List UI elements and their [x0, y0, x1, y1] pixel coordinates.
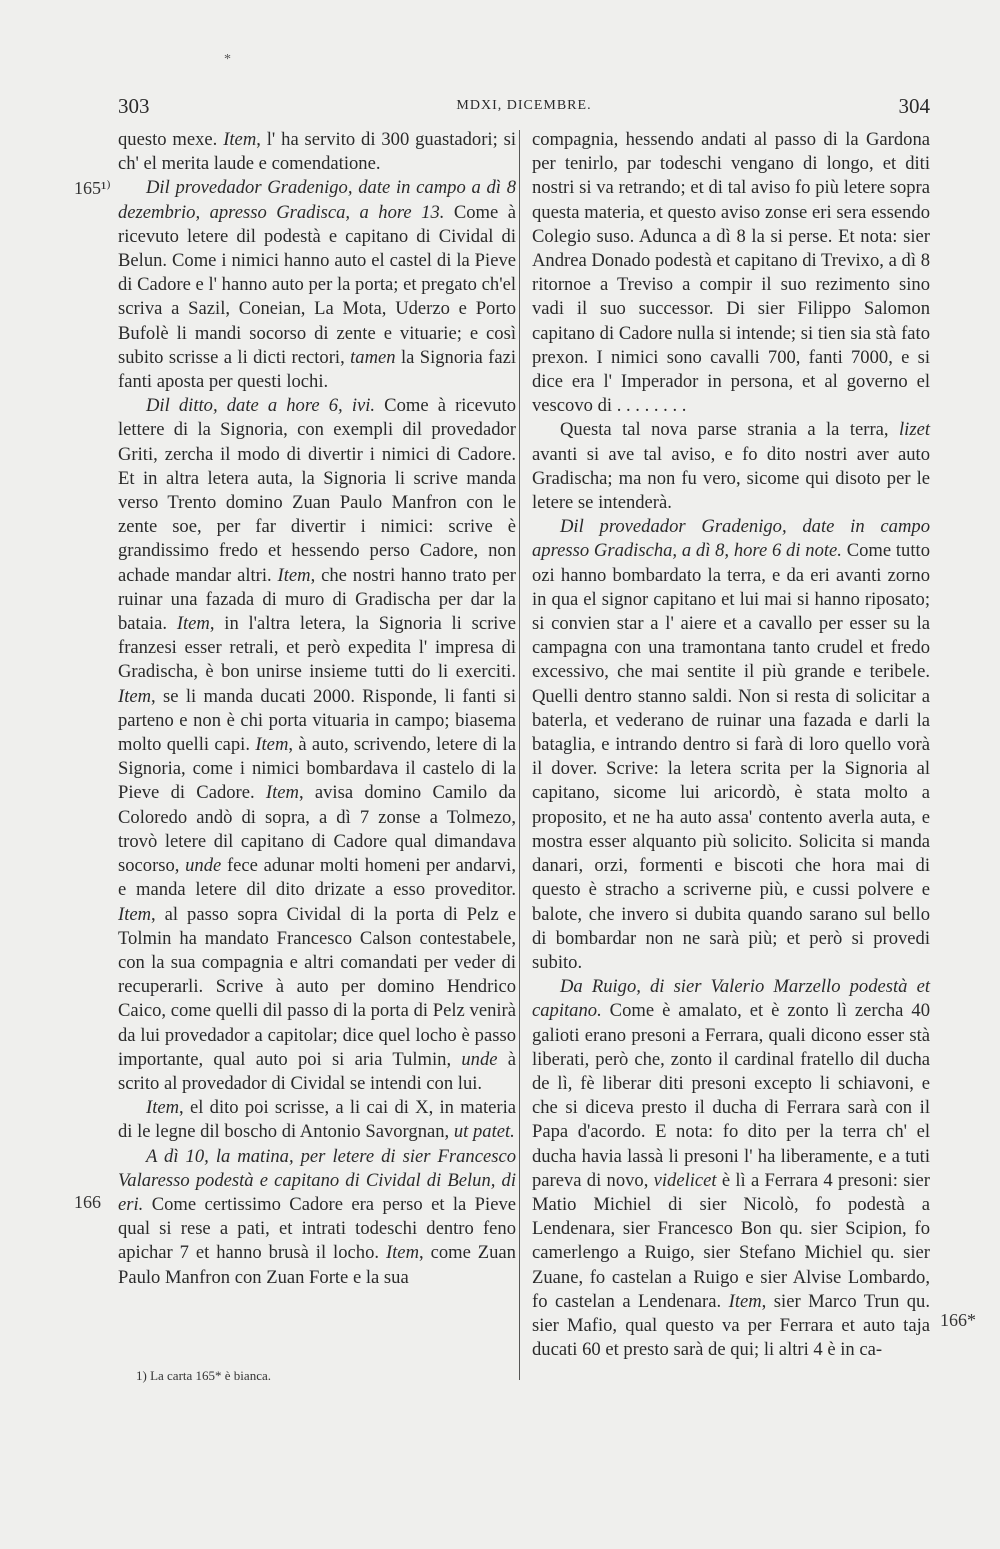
footnote: 1) La carta 165* è bianca. [136, 1368, 271, 1383]
paragraph: Item, el dito poi scrisse, a li cai di X, in materia di le legne dil boscho di Antonio Savorgnan, ut patet. [118, 1097, 516, 1143]
paragraph: compagnia, hessendo andati al passo di la Gardona per tenirlo, par todeschi vengano di longo, et diti nostri si va retrando; et di tal aviso fo più letere sopra questa materia, et questo aviso zonse eri sera essendo Colegio suso. Adunca a dì 8 la si perse. Et nota: sier Andrea Donado podestà et capitano di Trevixo, a dì 8 ritornoe a Treviso a compir il suo rezimento sino vadi il suo successor. Di sier Filippo Salomon capitano di Cadore nulla si intende; si tien sia stà fato prexon. I nimici sono cavalli 700, fanti 7000, e si dice era l' Imperador in persona, et al governo el vescovo di . . . . . . . . [532, 129, 930, 417]
margin-number-165: 165¹⁾ [74, 178, 111, 198]
paragraph: Da Ruigo, di sier Valerio Marzello podestà et capitano. Come è amalato, et è zonto lì zercha 40 galioti erano presoni a Ferrara, quali dicono esser stà liberati, però che, zonto il cardinal fratello dil ducha de lì, fè liberar diti presoni excepto li schiavoni, e che si diceva presto il ducha di Ferrara sarà con il Papa d'acordo. E nota: fo dito per la terra ch' el ducha havia lassà li presoni l' ha liberamente, e a tuti pareva di novo, videlicet è lì a Ferrara 4 presoni: sier Matio Michiel di sier Nicolò, fo podestà a Lendenara, sier Francesco Bon qu. sier Scipion, fo camerlengo a Ruigo, sier Stefano Michiel qu. sier Zuane, fo castelan a Ruigo e sier Alvise Lombardo, fo castelan a Lendenara. Item, sier Marco Trun qu. sier Mafio, qual questo va per Ferrara et auto taja ducati 60 et presto sarà de qui; li altri 4 è in ca- [532, 976, 930, 1361]
page-number-left: 303 [118, 94, 150, 118]
paragraph: questo mexe. Item, l' ha servito di 300 guastadori; si ch' el merita laude e comendatione. [118, 129, 517, 175]
page-header [118, 94, 930, 124]
paragraph: A dì 10, la matina, per letere di sier Francesco Valaresso podestà e capitano di Cividal di Belun, di eri. Come certissimo Cadore era perso et la Pieve qual si rese a pati, et intrati todeschi dentro feno apichar 7 et hanno brusà il locho. Item, come Zuan Paulo Manfron con Zuan Forte e la sua [118, 1145, 516, 1288]
asterisk-mark: * [224, 52, 231, 67]
margin-number-166-left: 166 [74, 1192, 101, 1212]
paragraph: Questa tal nova parse strania a la terra, lizet avanti si ave tal aviso, e fo dito nostri aver auto Gradischa; ma non fu vero, sicome qui disoto per le letere se intenderà. [532, 419, 930, 514]
paragraph: Dil ditto, date a hore 6, ivi. Come à ricevuto lettere di la Signoria, con exempli dil provedador Griti, zercha il modo di divertir i nimici di Cadore. Et in altra letera auta, la Signoria li scrive manda verso Trento domino Zuan Paulo Manfron con le zente soe, per far divertir i nimici: scrive è grandissimo fredo et hessendo perso Cadore, non achade mandar altri. Item, che nostri hanno trato per ruinar una fazada di muro di Gradischa per dar la bataia. Item, in l'altra letera, la Signoria li scrive franzesi esser retrali, et però expedita l' impresa di Gradischa, è bon unirse insieme tutti do li exerciti. Item, se li manda ducati 2000. Risponde, li fanti si parteno e non è chi porta vituaria in campo; biasema molto quelli capi. Item, à auto, scrivendo, letere di la Signoria, come i nimici bombardava il castelo di la Pieve di Cadore. Item, avisa domino Camilo da Coloredo andò di sopra, a dì 7 zonse a Tolmezo, trovò letere dil capitano di Cadore qual dimandava socorso, unde fece adunar molti homeni per andarvi, e manda letere dil dito drizate a esso proveditor. Item, al passo sopra Cividal di la porta di Pelz e Tolmin ha mandato Francesco Calson contestabele, con la sua compagnia e altri comandati per veder di recuperarli. Scrive à auto per domino Hendrico Caico, come quelli dil passo di la porta di Pelz venirà da lui provedador a capitolar; dice quel locho è passo importante, qual auto poi si aria Tulmin, unde à scrito al provedador di Cividal se intendi con lui. [118, 395, 517, 1094]
right-column [532, 128, 930, 1362]
paragraph: Dil provedador Gradenigo, date in campo a dì 8 dezembrio, apresso Gradisca, a hore 13. Come à ricevuto letere dil podestà e capitano di Cividal di Belun. Come i nimici hanno auto el castel di la Pieve di Cadore e l' hanno auto per la porta; et pregato ch'el scriva a Sazil, Coneian, La Mota, Uderzo e Porto Bufolè li mandi socorso di zente e vituarie; e così subito scrisse a li dicti rectori, tamen la Signoria fazi fanti aposta per questi lochi. [118, 177, 516, 393]
margin-number-166-right: 166* [940, 1310, 976, 1330]
paragraph: Dil provedador Gradenigo, date in campo apresso Gradischa, a dì 8, hore 6 di note. Come tutto ozi hanno bombardato la terra, e da eri avanti zorno in qua el signor capitano et lui mai si hanno riposato; si convien star a l' aiere et a cavallo per esser su la campagna con una tramontana tanto crudel et fredo excessivo, che mai sentite il più grande e teribele. Quelli dentro stanno saldi. Non si resta di solicitar a baterla, et vederano de ruinar una fazada e darli la bataglia, e intrando dentro si farà di loro quello vorà il dover. Scrive: la letera scrita per la Signoria al capitano, sicome lui aricordò, è stata molto a proposito, et ne ha auto assa' contento averla auta, e mostra esser alquanto più solicito. Solicita si manda danari, orzi, formenti e biscoti che hora mai di questo è stracho a scriverne più, e cussi polvere e balote, che invero si dubita quando sarano sul bello di bombardar non ne sarà più; et però si provedi subito. [532, 516, 930, 973]
column-divider [519, 130, 520, 1380]
running-title: MDXI, DICEMBRE. [456, 98, 592, 113]
left-column [118, 128, 516, 1290]
page-number-right: 304 [898, 94, 930, 118]
